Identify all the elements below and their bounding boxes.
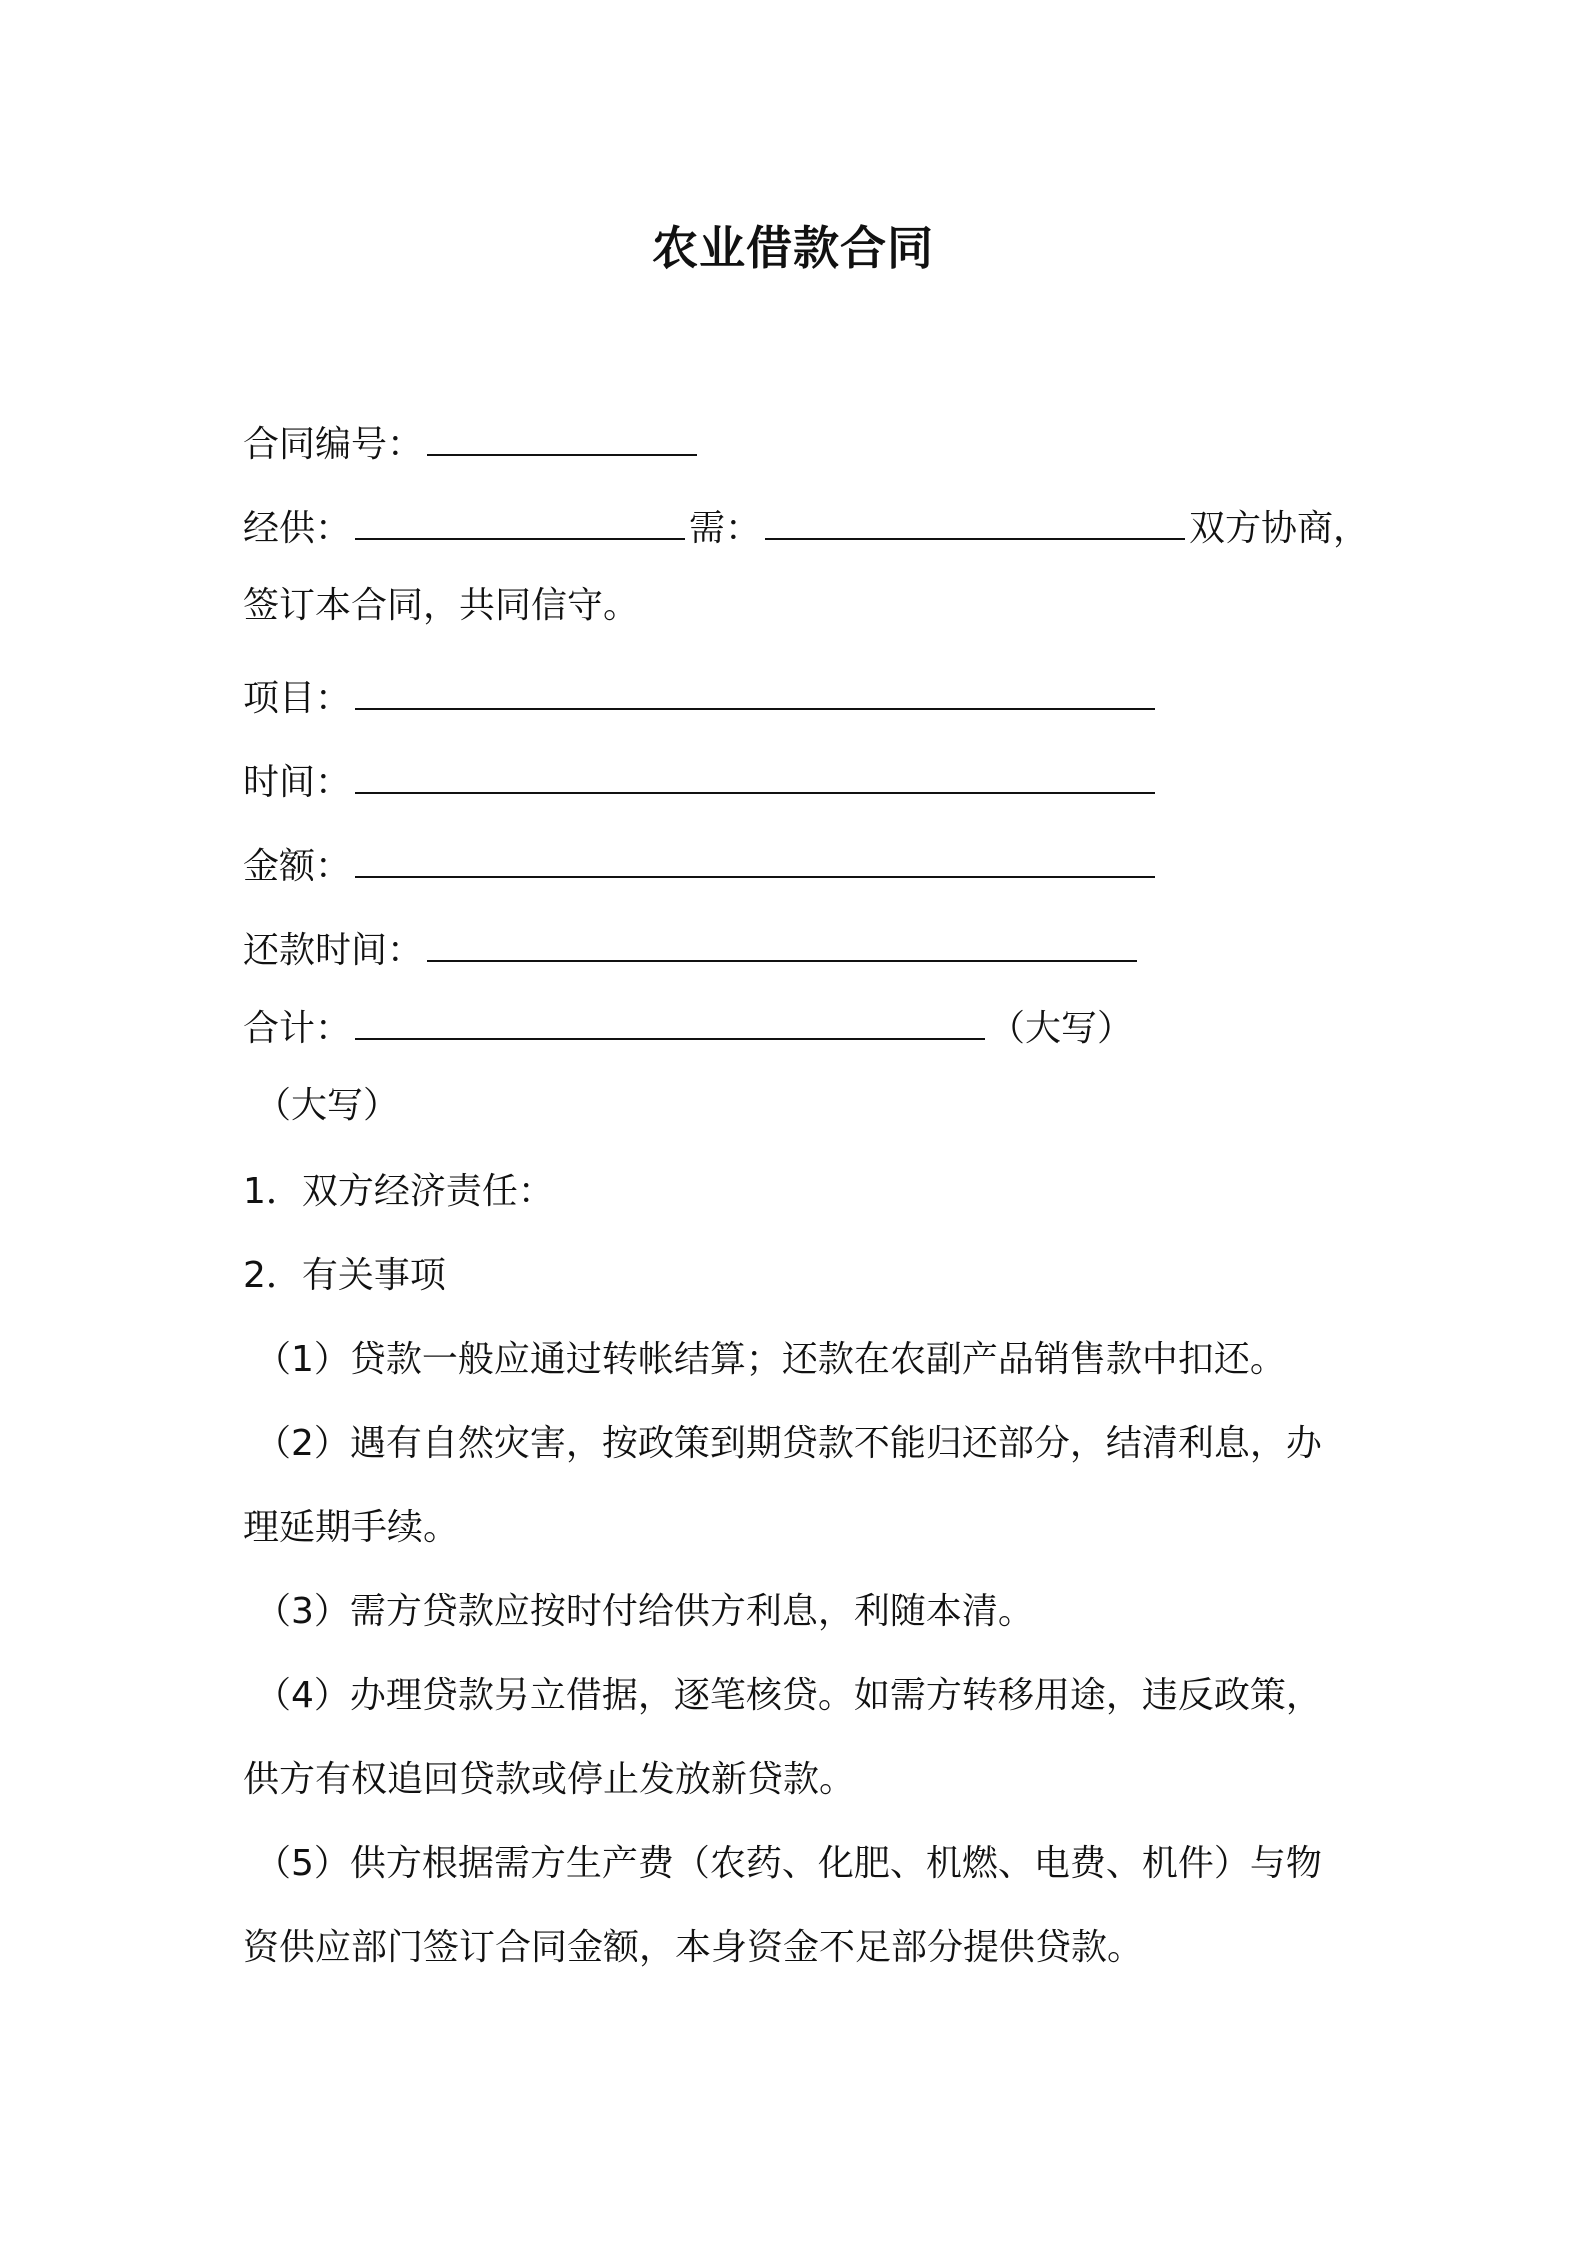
item-3: （3）需方贷款应按时付给供方利息，利随本清。 (255, 1591, 1034, 1632)
supplier-label: 经供： (243, 508, 352, 549)
time-label: 时间： (243, 762, 352, 803)
agreement-line: 签订本合同，共同信守。 (243, 585, 640, 626)
project-line (243, 668, 1159, 723)
project-label: 项目： (243, 678, 352, 719)
total-blank[interactable] (355, 998, 985, 1040)
repay-time-blank[interactable] (427, 920, 1137, 962)
contract-number-blank[interactable] (427, 414, 697, 456)
demander-blank[interactable] (765, 498, 1185, 540)
item-2-line-2: 理延期手续。 (243, 1507, 460, 1548)
time-line (243, 752, 1159, 807)
amount-blank[interactable] (355, 836, 1155, 878)
page-title: 农业借款合同 (652, 221, 934, 275)
item-2-line-1: （2）遇有自然灾害，按政策到期贷款不能归还部分，结清利息，办 (255, 1423, 1322, 1464)
section-2-heading: 2．有关事项 (243, 1255, 446, 1296)
section-1-heading: 1．双方经济责任： (243, 1171, 554, 1212)
total-suffix: （大写） (989, 1008, 1134, 1049)
repay-time-line (243, 920, 1141, 975)
project-blank[interactable] (355, 668, 1155, 710)
demander-label: 需： (689, 508, 762, 549)
item-1: （1）贷款一般应通过转帐结算；还款在农副产品销售款中扣还。 (255, 1339, 1286, 1380)
total-label: 合计： (243, 1008, 352, 1049)
item-4-line-2: 供方有权追回贷款或停止发放新贷款。 (243, 1759, 856, 1800)
item-5-line-1: （5）供方根据需方生产费（农药、化肥、机燃、电费、机件）与物 (255, 1843, 1322, 1884)
amount-label: 金额： (243, 846, 352, 887)
amount-line (243, 836, 1159, 891)
contract-number-line (243, 414, 701, 469)
negotiate-text: 双方协商， (1189, 508, 1370, 549)
daxie-line: （大写） (255, 1085, 400, 1126)
contract-number-label: 合同编号： (243, 424, 424, 465)
item-5-line-2: 资供应部门签订合同金额，本身资金不足部分提供贷款。 (243, 1927, 1144, 1968)
time-blank[interactable] (355, 752, 1155, 794)
total-line (243, 998, 1133, 1053)
supplier-blank[interactable] (355, 498, 685, 540)
item-4-line-1: （4）办理贷款另立借据，逐笔核贷。如需方转移用途，违反政策， (255, 1675, 1322, 1716)
repay-time-label: 还款时间： (243, 930, 424, 971)
parties-line (243, 498, 1369, 553)
